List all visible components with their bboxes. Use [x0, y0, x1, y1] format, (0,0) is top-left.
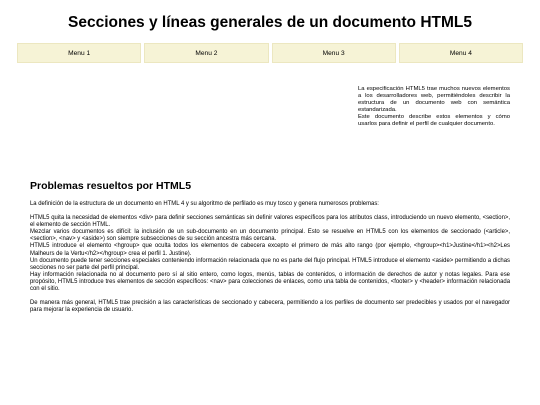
menu-item-4[interactable]: Menu 4	[399, 43, 523, 63]
problem-paragraph-2: Mezclar varios documentos es difícil: la inclusión de un sub-documento en un documento principal. Esto se resuelve en HTML5 con los elementos de seccionado (<article>, <section>, <nav> y <aside>) son siempre subsecciones de su sección ancestra más cercana.	[30, 229, 510, 243]
menu-item-3[interactable]: Menu 3	[272, 43, 396, 63]
section-heading: Problemas resueltos por HTML5	[30, 180, 192, 192]
menu-item-1[interactable]: Menu 1	[17, 43, 141, 63]
aside-paragraph-2: Este documento describe estos elementos y cómo usarlos para definir el perfil de cualquier documento.	[358, 113, 510, 127]
problem-paragraph-5: Hay información relacionada no al documento pero sí al sitio entero, como logos, menús, tablas de contenidos, o información de derechos de autor y notas legales. Para ese propósito, HTML5 introduce tres elementos de sección específicos: <nav> para colecciones de enlaces, como una tabla de contenidos, <footer> y <header> información relacionada con el sitio.	[30, 271, 510, 293]
main-menu	[17, 43, 523, 63]
aside-panel	[358, 86, 510, 127]
problem-paragraph-3: HTML5 introduce el elemento <hgroup> que oculta todos los elementos de cabecera excepto el primero de más alto rango (por ejemplo, <hgroup><h1>Justine</h1><h2>Les Malheurs de la Vertu</h2></hgroup> crea el perfil 1. Justine).	[30, 243, 510, 257]
main-section	[30, 180, 510, 314]
intro-paragraph: La definición de la estructura de un documento en HTML 4 y su algoritmo de perfilado es muy tosco y genera numerosos problemas:	[30, 201, 379, 207]
aside-paragraph-1: La especificación HTML5 trae muchos nuevos elementos a los desarrolladores web, permitiéndoles describir la estructura de un documento web con semántica estandarizada.	[358, 86, 510, 113]
problem-paragraph-4: Un documento puede tener secciones especiales conteniendo información relacionada que no es parte del flujo principal. HTML5 introduce el elemento <aside> permitiendo a dichas secciones no ser parte del perfil principal.	[30, 257, 510, 271]
problem-paragraph-1: HTML5 quita la necesidad de elementos <div> para definir secciones semánticas sin definir valores específicos para los atributos class, introduciendo un nuevo elemento, <section>, el elemento de sección HTML.	[30, 215, 510, 229]
closing-paragraph: De manera más general, HTML5 trae precisión a las características de seccionado y cabecera, permitiendo a los perfiles de documento ser predecibles y usados por el navegador para mejorar la experiencia de usuario.	[30, 300, 510, 314]
menu-item-2[interactable]: Menu 2	[144, 43, 268, 63]
page-title: Secciones y líneas generales de un documento HTML5	[68, 14, 472, 31]
